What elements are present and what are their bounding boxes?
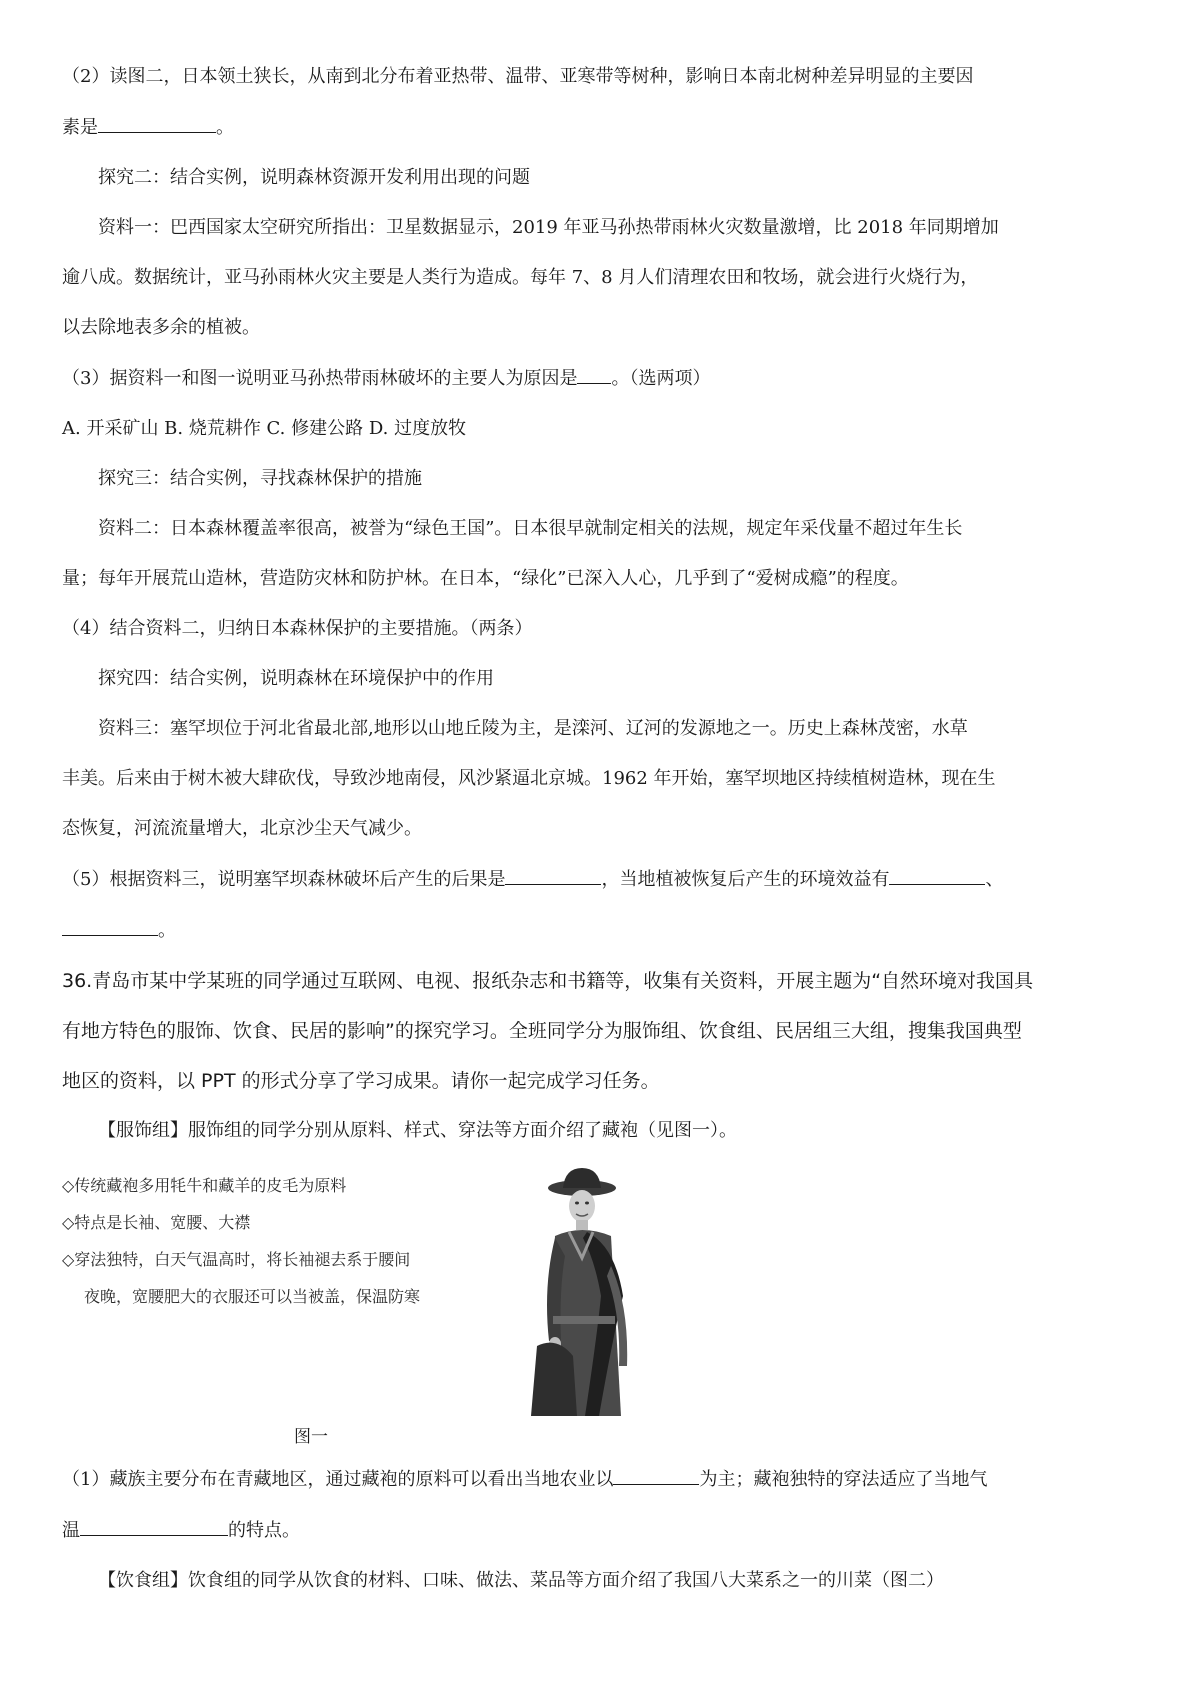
question-36-1-suffix: 为主；藏袍独特的穿法适应了当地气 xyxy=(699,1469,988,1490)
figure-1-bullet: ◇穿法独特，白天气温高时，将长袖褪去系于腰间 xyxy=(62,1250,411,1269)
answer-blank[interactable] xyxy=(80,1515,228,1536)
material-3-line-1: 资料三：塞罕坝位于河北省最北部,地形以山地丘陵为主，是滦河、辽河的发源地之一。历史上森林茂密，水草 xyxy=(98,718,968,739)
figure-1-bullet: ◇传统藏袍多用牦牛和藏羊的皮毛为原料 xyxy=(62,1176,347,1195)
question-5-end: 。 xyxy=(158,920,176,941)
question-5-line-1 xyxy=(62,864,1142,895)
question-5-middle: ，当地植被恢复后产生的环境效益有 xyxy=(601,869,890,890)
clothing-group-intro: 【服饰组】服饰组的同学分别从原料、样式、穿法等方面介绍了藏袍（见图一）。 xyxy=(98,1120,737,1141)
answer-blank[interactable] xyxy=(889,864,985,885)
material-3-line-3: 态恢复，河流流量增大，北京沙尘天气减少。 xyxy=(62,818,422,839)
tibetan-robe-photo xyxy=(527,1166,637,1416)
question-36-line-1: 36.青岛市某中学某班的同学通过互联网、电视、报纸杂志和书籍等，收集有关资料，开展主题为“自然环境对我国具 xyxy=(62,970,1034,992)
food-group-intro: 【饮食组】饮食组的同学从饮食的材料、口味、做法、菜品等方面介绍了我国八大菜系之一的川菜（图二） xyxy=(98,1570,944,1591)
question-4: （4）结合资料二，归纳日本森林保护的主要措施。（两条） xyxy=(62,618,533,639)
question-36-1-line2-suffix: 的特点。 xyxy=(228,1520,300,1541)
figure-1 xyxy=(62,1166,1142,1406)
figure-1-text xyxy=(62,1176,420,1324)
explore-2-heading: 探究二：结合实例，说明森林资源开发利用出现的问题 xyxy=(98,167,530,188)
question-2-line-1: （2）读图二，日本领土狭长，从南到北分布着亚热带、温带、亚寒带等树种，影响日本南北树种差异明显的主要因 xyxy=(62,66,974,87)
question-3 xyxy=(62,363,1142,394)
question-36-1-line-1 xyxy=(62,1464,1142,1495)
question-3-prefix: （3）据资料一和图一说明亚马孙热带雨林破坏的主要人为原因是 xyxy=(62,368,578,389)
document-page xyxy=(62,62,1142,1616)
question-5-prefix: （5）根据资料三，说明塞罕坝森林破坏后产生的后果是 xyxy=(62,869,506,890)
answer-blank[interactable] xyxy=(98,112,216,133)
question-36-1-line-2 xyxy=(62,1515,1142,1546)
material-2-line-2: 量；每年开展荒山造林，营造防灾林和防护林。在日本，“绿化”已深入人心，几乎到了“爱树成瘾”的程度。 xyxy=(62,568,909,589)
question-36-line-3: 地区的资料，以 PPT 的形式分享了学习成果。请你一起完成学习任务。 xyxy=(62,1070,660,1092)
question-36-1-line2-prefix: 温 xyxy=(62,1520,80,1541)
figure-1-bullet: ◇特点是长袖、宽腰、大襟 xyxy=(62,1213,251,1232)
question-5-line-2 xyxy=(62,915,1142,946)
material-2-line-1: 资料二：日本森林覆盖率很高，被誉为“绿色王国”。日本很早就制定相关的法规，规定年采伐量不超过年生长 xyxy=(98,518,963,539)
figure-1-bullet: 夜晚，宽腰肥大的衣服还可以当被盖，保温防寒 xyxy=(84,1287,421,1306)
question-3-suffix: 。（选两项） xyxy=(611,368,711,389)
material-3-line-2: 丰美。后来由于树木被大肆砍伐，导致沙地南侵，风沙紧逼北京城。1962 年开始，塞罕坝地区持续植树造林，现在生 xyxy=(62,768,996,789)
question-2-suffix: 。 xyxy=(216,117,234,138)
answer-blank[interactable] xyxy=(577,363,611,384)
question-5-sep: 、 xyxy=(985,869,1004,890)
question-36-1-prefix: （1）藏族主要分布在青藏地区，通过藏袍的原料可以看出当地农业以 xyxy=(62,1469,614,1490)
question-2-line-2 xyxy=(62,112,1142,143)
answer-blank[interactable] xyxy=(505,864,601,885)
answer-blank[interactable] xyxy=(62,915,158,936)
material-1-line-1: 资料一：巴西国家太空研究所指出：卫星数据显示，2019 年亚马孙热带雨林火灾数量激增，比 2018 年同期增加 xyxy=(98,217,999,238)
material-1-line-3: 以去除地表多余的植被。 xyxy=(62,317,260,338)
explore-4-heading: 探究四：结合实例，说明森林在环境保护中的作用 xyxy=(98,668,494,689)
question-36-line-2: 有地方特色的服饰、饮食、民居的影响”的探究学习。全班同学分为服饰组、饮食组、民居组三大组，搜集我国典型 xyxy=(62,1020,1022,1042)
material-1-line-2: 逾八成。数据统计，亚马孙雨林火灾主要是人类行为造成。每年 7、8 月人们清理农田和牧场，就会进行火烧行为， xyxy=(62,267,979,288)
explore-3-heading: 探究三：结合实例，寻找森林保护的措施 xyxy=(98,468,422,489)
figure-1-caption: 图一 xyxy=(294,1427,328,1447)
answer-blank[interactable] xyxy=(613,1464,699,1485)
question-3-options: A. 开采矿山 B. 烧荒耕作 C. 修建公路 D. 过度放牧 xyxy=(62,418,467,439)
question-2-prefix: 素是 xyxy=(62,117,98,138)
